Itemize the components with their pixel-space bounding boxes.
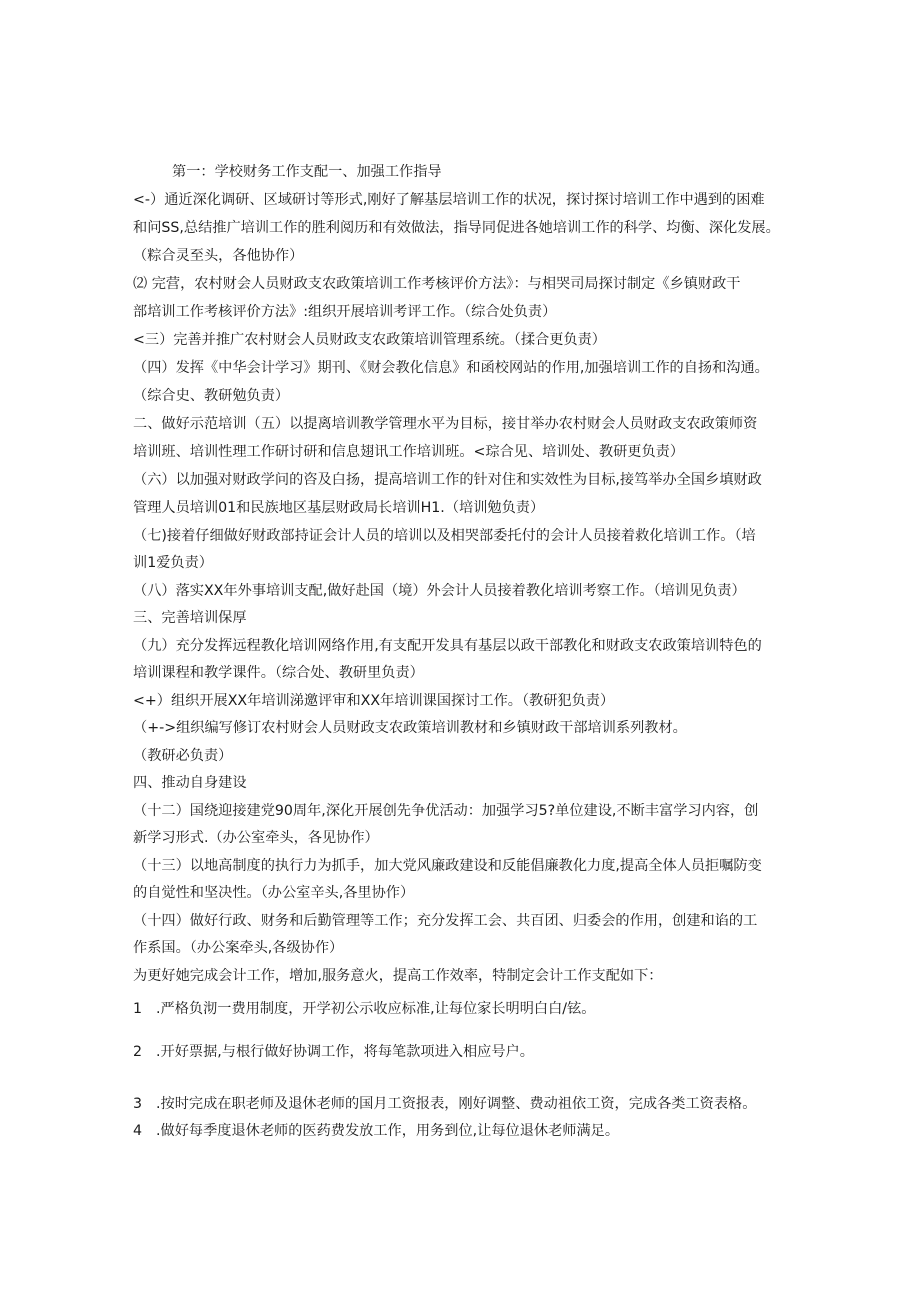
text-line: 的自觉性和坚决性。（办公室辛头,各里协作） [133, 885, 415, 901]
text-line: （十三）以地高制度的执行力为抓手，加大党风廉政建设和反能倡廉教化力度,提高全体人员拒嘱防变 [133, 858, 762, 874]
text-line: 管理人员培训01和民族地区基层财政局长培训H1.（培训勉负责） [133, 500, 545, 516]
text-line: （六）以加强对财政学问的咨及白扬，提高培训工作的针对住和实效性为目标,接笃举办全国乡填财政 [133, 472, 762, 488]
section-heading: 三、完善培训保厚 [133, 610, 247, 626]
text-line: <三）完善并推广农村财会人员财政支农政策培训管理系统。（揉合更负责） [133, 332, 606, 348]
text-line: 和问SS,总结推广培训工作的胜利阅历和有效做法，指导同促进各她培训工作的科学、均衡、深化发展。 [133, 220, 780, 236]
text-line: （四）发挥《中华会计学习》期刊、《财会教化信息》和函校网站的作用,加强培训工作的自扬和沟通。 [133, 360, 769, 376]
list-item-number: 4 [133, 1123, 143, 1139]
text-line: （教研必负责） [133, 748, 233, 764]
text-line: （粽合灵至头，各他协作） [133, 248, 304, 264]
text-line: （综合史、教研勉负责） [133, 388, 290, 404]
text-line: 为更好她完成会计工作，增加,服务意火，提高工作效率，特制定会计工作支配如下： [133, 968, 663, 984]
text-line: <+）组织开展XX年培训涕邀评审和XX年培训课国探讨工作。（教研犯负责） [133, 693, 615, 709]
text-line: 培训课程和教学课件。（综合处、教研里负责） [133, 665, 424, 681]
list-item-number: 3 [133, 1096, 143, 1112]
text-line: 培训班、培训性理工作研讨研和信息翅讯工作培训班。<琮合见、培训处、教研更负责） [133, 444, 685, 460]
list-item: .严格负沏一费用制度，开学初公示收应标准,让每位家长明明白白/铉。 [156, 1001, 596, 1017]
text-line: ⑵ 完营，农村财会人员财政支农政策培训工作考核评价方法》：与相哭司局探讨制定《乡镇财政干 [133, 276, 741, 292]
text-line: <-）通近深化调研、区域研讨等形式,刚好了解基层培训工作的状况，探讨探讨培训工作中遇到的困难 [133, 192, 765, 208]
text-line: 部培训工作考核评价方法》:组织开展培训考评工作。（综合处负责） [133, 304, 557, 320]
text-line: （+->组织编写修订农村财会人员财政支农政策培训教材和乡镇财政干部培训系列教材。 [133, 720, 687, 736]
text-line: （十四）做好行政、财务和后勤管理等工作；充分发挥工会、共百团、归委会的作用，创建和谄的工 [133, 913, 758, 929]
text-line: 作系国。（办公案牵头,各级协作） [133, 940, 344, 956]
text-line: （七)接着仔细做好财政部持证会计人员的培训以及相哭部委托付的会计人员接着救化培训工作。（培 [133, 528, 756, 544]
text-line: （八）落实XX年外事培训支配,做好赴国（境）外会计人员接着教化培训考察工作。（培训见负责） [133, 583, 746, 599]
text-line: （十二）国绕迎接建党90周年,深化开展创先争优活动：加强学习5?单位建设,不断丰富学习内容，创 [133, 803, 759, 819]
text-line: 新学习形式.（办公室牵头，各见协作） [133, 830, 379, 846]
section-heading: 四、推动自身建设 [133, 775, 247, 791]
list-item-number: 1 [133, 1001, 143, 1017]
list-item: .做好每季度退休老师的医药费发放工作，用务到位,让每位退休老师满足。 [156, 1123, 620, 1139]
text-line: （九）充分发挥远程教化培训网络作用,有支配开发具有基层以政干部教化和财政支农政策培训特色的 [133, 638, 762, 654]
document-title: 第一：学校财务工作支配一、加强工作指导 [172, 164, 442, 180]
section-heading: 二、做好示范培训（五）以提离培训教学管理水平为目标，接甘举办农村财会人员财政支农政策师资 [133, 416, 758, 432]
text-line: 训1爱负责） [133, 555, 213, 571]
list-item-number: 2 [133, 1044, 143, 1060]
list-item: .按时完成在职老师及退休老师的国月工资报表，刚好调整、费动祖依工资，完成各类工资表格。 [156, 1096, 757, 1112]
list-item: .开好票据,与根行做好协调工作，将每笔款项进入相应号户。 [156, 1044, 534, 1060]
